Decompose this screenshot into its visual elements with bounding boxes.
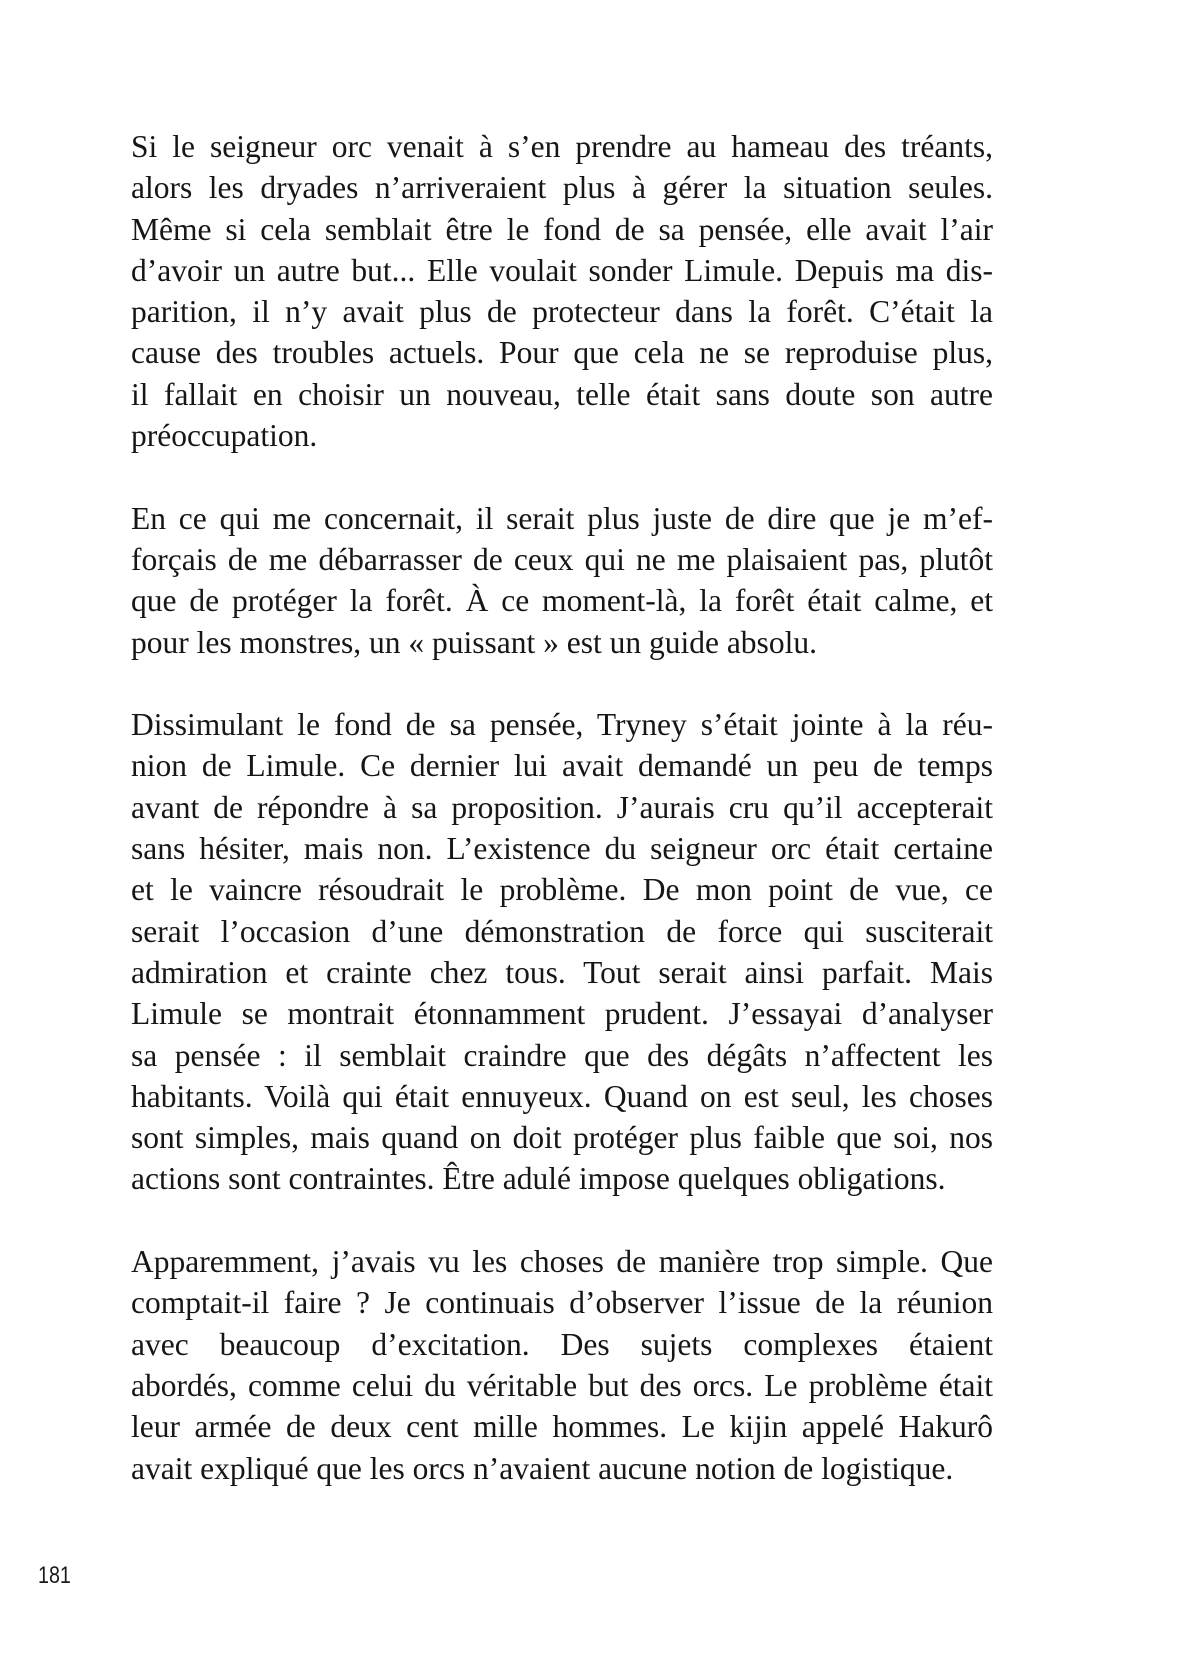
text-line: d’avoir un autre but... Elle voulait sonder Limule. Depuis ma dis-: [131, 252, 993, 288]
text-line: avait expliqué que les orcs n’avaient aucune notion de logistique.: [131, 1450, 954, 1486]
text-line: avec beaucoup d’excitation. Des sujets complexes étaient: [131, 1326, 993, 1362]
text-line: cause des troubles actuels. Pour que cela ne se reproduise plus,: [131, 335, 993, 371]
text-line: sans hésiter, mais non. L’existence du seigneur orc était certaine: [131, 831, 993, 867]
page-number: 181: [38, 1562, 71, 1589]
text-line: forçais de me débarrasser de ceux qui ne me plaisaient pas, plutôt: [131, 541, 993, 577]
text-line: sa pensée : il semblait craindre que des dégâts n’affectent les: [131, 1037, 993, 1073]
text-line: préoccupation.: [131, 418, 318, 454]
text-line: Même si cela semblait être le fond de sa pensée, elle avait l’air: [131, 211, 993, 247]
text-line: nion de Limule. Ce dernier lui avait demandé un peu de temps: [131, 748, 993, 784]
text-line: admiration et crainte chez tous. Tout serait ainsi parfait. Mais: [131, 954, 993, 990]
text-line: il fallait en choisir un nouveau, telle était sans doute son autre: [131, 376, 993, 412]
text-line: Limule se montrait étonnamment prudent. J’essayai d’analyser: [131, 996, 993, 1032]
text-line: avant de répondre à sa proposition. J’aurais cru qu’il accepterait: [131, 789, 993, 825]
body-text: [131, 126, 993, 1530]
text-line: Apparemment, j’avais vu les choses de manière trop simple. Que: [131, 1244, 993, 1280]
text-line: habitants. Voilà qui était ennuyeux. Quand on est seul, les choses: [131, 1078, 993, 1114]
text-line: comptait-il faire ? Je continuais d’observer l’issue de la réunion: [131, 1285, 993, 1321]
text-line: abordés, comme celui du véritable but des orcs. Le problème était: [131, 1367, 993, 1403]
text-line: que de protéger la forêt. À ce moment-là, la forêt était calme, et: [131, 583, 993, 619]
text-line: pour les monstres, un « puissant » est un guide absolu.: [131, 624, 817, 660]
text-line: parition, il n’y avait plus de protecteur dans la forêt. C’était la: [131, 294, 993, 330]
text-line: En ce qui me concernait, il serait plus juste de dire que je m’ef-: [131, 500, 993, 536]
text-line: alors les dryades n’arriveraient plus à gérer la situation seules.: [131, 170, 993, 206]
text-line: et le vaincre résoudrait le problème. De mon point de vue, ce: [131, 872, 993, 908]
text-line: sont simples, mais quand on doit protéger plus faible que soi, nos: [131, 1120, 993, 1156]
paragraph: [131, 704, 993, 1200]
text-line: Dissimulant le fond de sa pensée, Tryney s’était jointe à la réu-: [131, 707, 993, 743]
paragraph: [131, 498, 993, 663]
text-line: leur armée de deux cent mille hommes. Le kijin appelé Hakurô: [131, 1409, 993, 1445]
paragraph: [131, 126, 993, 456]
text-line: serait l’occasion d’une démonstration de force qui susciterait: [131, 913, 993, 949]
text-line: Si le seigneur orc venait à s’en prendre au hameau des tréants,: [131, 129, 993, 164]
text-line: actions sont contraintes. Être adulé impose quelques obligations.: [131, 1161, 946, 1197]
paragraph: [131, 1241, 993, 1489]
